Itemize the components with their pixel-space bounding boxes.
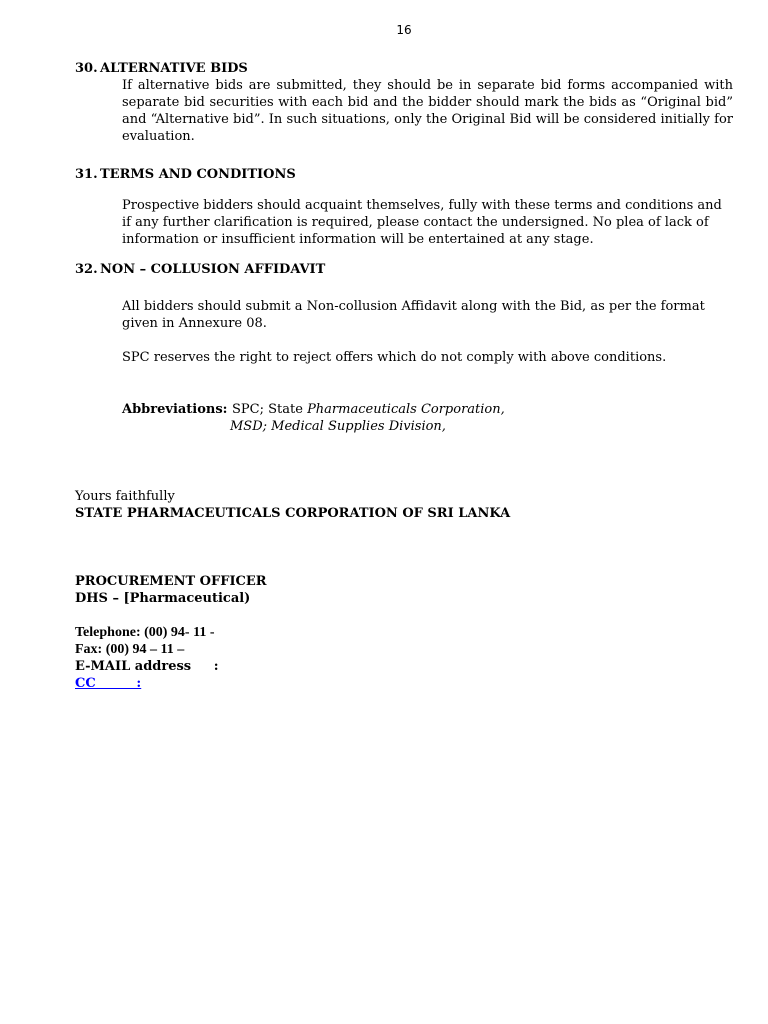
section-number: 30. bbox=[75, 61, 98, 76]
telephone-line: Telephone: (00) 94- 11 - bbox=[75, 625, 215, 640]
closing-block bbox=[75, 488, 733, 522]
fax-line: Fax: (00) 94 – 11 – bbox=[75, 642, 185, 657]
email-line: E-MAIL address : bbox=[75, 659, 219, 674]
section-title: TERMS AND CONDITIONS bbox=[100, 167, 296, 182]
section-32-paragraph-1: All bidders should submit a Non-collusion Affidavit along with the Bid, as per the format given in Annexure 08. bbox=[122, 299, 705, 331]
signatory-block bbox=[75, 573, 733, 607]
organization-name: STATE PHARMACEUTICALS CORPORATION OF SRI LANKA bbox=[75, 506, 511, 521]
section-31-heading bbox=[75, 166, 733, 183]
section-30-paragraph: If alternative bids are submitted, they should be in separate bid forms accompanied with separate bid securities with each bid and the bidder should mark the bids as “Original bid” and “Alternative bid”. In such situations, only the Original Bid will be considered initially for evaluation. bbox=[122, 78, 733, 144]
section-title: NON – COLLUSION AFFIDAVIT bbox=[100, 262, 326, 277]
contact-block bbox=[75, 624, 733, 692]
abbreviation-msd: MSD; Medical Supplies Division, bbox=[230, 419, 446, 434]
section-number: 31. bbox=[75, 167, 98, 182]
cc-link[interactable]: CC : bbox=[75, 676, 142, 691]
section-30-heading bbox=[75, 60, 733, 77]
signatory-division: DHS – [Pharmaceutical) bbox=[75, 591, 251, 606]
abbreviations-block bbox=[122, 401, 733, 435]
closing-salutation: Yours faithfully bbox=[75, 489, 175, 504]
abbreviations-line-1 bbox=[122, 401, 733, 418]
cc-line bbox=[75, 675, 733, 692]
page-number: 16 bbox=[396, 23, 412, 37]
signatory-title: PROCUREMENT OFFICER bbox=[75, 574, 267, 589]
section-31-paragraph: Prospective bidders should acquaint themselves, fully with these terms and conditions and if any further clarification is required, please contact the undersigned. No plea of lack of information or insufficient information will be entertained at any stage. bbox=[122, 198, 722, 247]
abbreviations-label: Abbreviations: bbox=[122, 402, 233, 417]
abbreviations-line-2 bbox=[230, 418, 733, 435]
section-32-paragraph-2: SPC reserves the right to reject offers which do not comply with above conditions. bbox=[122, 350, 667, 365]
section-number: 32. bbox=[75, 262, 98, 277]
abbreviation-spc: SPC; State bbox=[232, 402, 308, 417]
section-32-heading bbox=[75, 261, 733, 278]
section-title: ALTERNATIVE BIDS bbox=[100, 61, 248, 76]
abbreviation-spc-expansion: Pharmaceuticals Corporation, bbox=[307, 402, 505, 417]
